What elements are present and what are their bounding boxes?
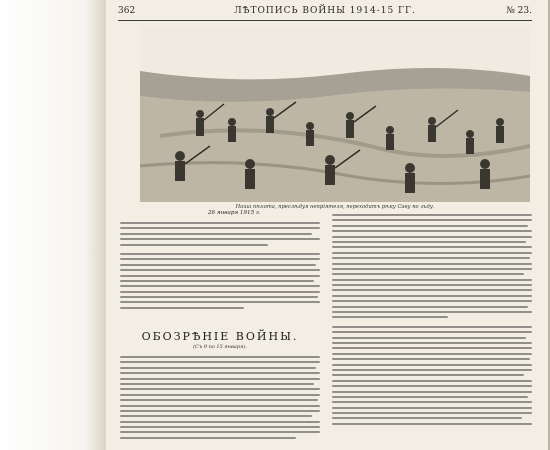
battle-illustration — [140, 26, 530, 202]
issue-number: № 23. — [506, 6, 532, 16]
illustration-caption: Наша пѣхота, преслѣдуя непріятеля, переходитъ рѣку Саву по льду. — [235, 204, 435, 210]
section-subtitle: (Съ 9 по 15 января). — [193, 344, 247, 350]
page-number: 362 — [118, 6, 136, 16]
right-column-text — [332, 214, 532, 428]
running-header — [118, 6, 532, 20]
page-left-edge — [0, 0, 106, 450]
header-rule — [118, 20, 532, 21]
left-column-text — [120, 222, 320, 312]
review-column-text — [120, 356, 320, 442]
date-line: 26 января 1915 г. — [208, 210, 261, 216]
section-title: ОБОЗРѢНІЕ ВОЙНЫ. — [141, 330, 299, 343]
running-title: ЛѢТОПИСЬ ВОЙНЫ 1914-15 ГГ. — [234, 6, 416, 16]
